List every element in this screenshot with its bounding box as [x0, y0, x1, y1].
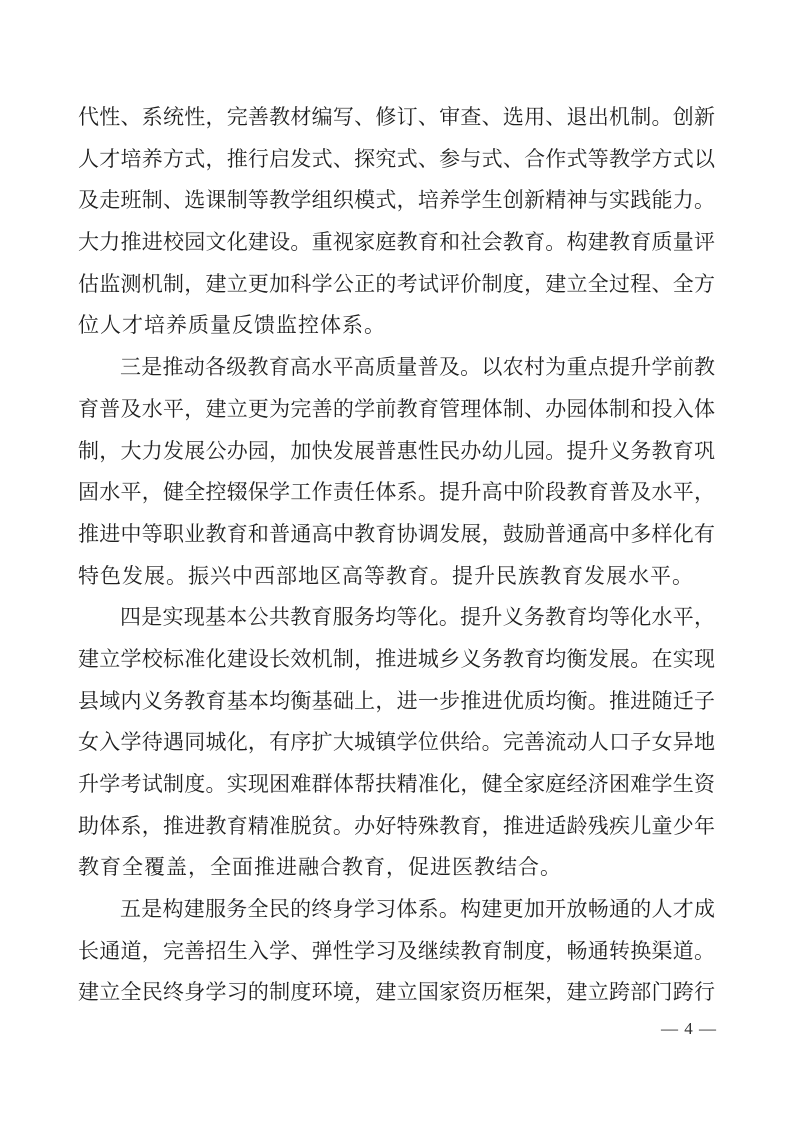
- text-line: 升学考试制度。实现困难群体帮扶精准化，健全家庭经济困难学生资: [78, 772, 715, 796]
- paragraph-item-four: [78, 597, 715, 889]
- text-line: 大力推进校园文化建设。重视家庭教育和社会教育。构建教育质量评: [78, 230, 715, 255]
- text-line: 位人才培养质量反馈监控体系。: [78, 313, 386, 338]
- text-line: 人才培养方式，推行启发式、探究式、参与式、合作式等教学方式以: [78, 146, 715, 171]
- text-line: 女入学待遇同城化，有序扩大城镇学位供给。完善流动人口子女异地: [78, 730, 715, 755]
- text-line: 教育全覆盖，全面推进融合教育，促进医教结合。: [78, 855, 562, 880]
- text-line: 长通道，完善招生入学、弹性学习及继续教育制度，畅通转换渠道。: [78, 938, 715, 963]
- paragraph-item-three: [78, 347, 715, 597]
- text-line: 育普及水平，建立更为完善的学前教育管理体制、办园体制和投入体: [78, 396, 715, 421]
- paragraph-continued: [78, 97, 715, 347]
- document-body: [78, 97, 715, 1014]
- text-line: 四是实现基本公共教育服务均等化。提升义务教育均等化水平，: [120, 605, 715, 630]
- paragraph-item-five: [78, 889, 715, 1014]
- text-line: 县域内义务教育基本均衡基础上，进一步推进优质均衡。推进随迁子: [78, 688, 715, 713]
- text-line: 助体系，推进教育精准脱贫。办好特殊教育，推进适龄残疾儿童少年: [78, 813, 715, 838]
- page-number: — 4 —: [661, 1019, 717, 1038]
- text-line: 代性、系统性，完善教材编写、修订、审查、选用、退出机制。创新: [78, 105, 715, 129]
- text-line: 及走班制、选课制等教学组织模式，培养学生创新精神与实践能力。: [78, 188, 715, 213]
- text-line: 制，大力发展公办园，加快发展普惠性民办幼儿园。提升义务教育巩: [78, 438, 715, 463]
- text-line: 建立学校标准化建设长效机制，推进城乡义务教育均衡发展。在实现: [78, 646, 715, 671]
- text-line: 建立全民终身学习的制度环境，建立国家资历框架，建立跨部门跨行: [78, 980, 715, 1005]
- text-line: 推进中等职业教育和普通高中教育协调发展，鼓励普通高中多样化有: [78, 521, 715, 546]
- text-line: 三是推动各级教育高水平高质量普及。以农村为重点提升学前教: [120, 355, 715, 380]
- text-line: 固水平，健全控辍保学工作责任体系。提升高中阶段教育普及水平，: [78, 480, 715, 505]
- text-line: 特色发展。振兴中西部地区高等教育。提升民族教育发展水平。: [78, 563, 694, 588]
- text-line: 五是构建服务全民的终身学习体系。构建更加开放畅通的人才成: [120, 897, 715, 922]
- text-line: 估监测机制，建立更加科学公正的考试评价制度，建立全过程、全方: [78, 271, 715, 296]
